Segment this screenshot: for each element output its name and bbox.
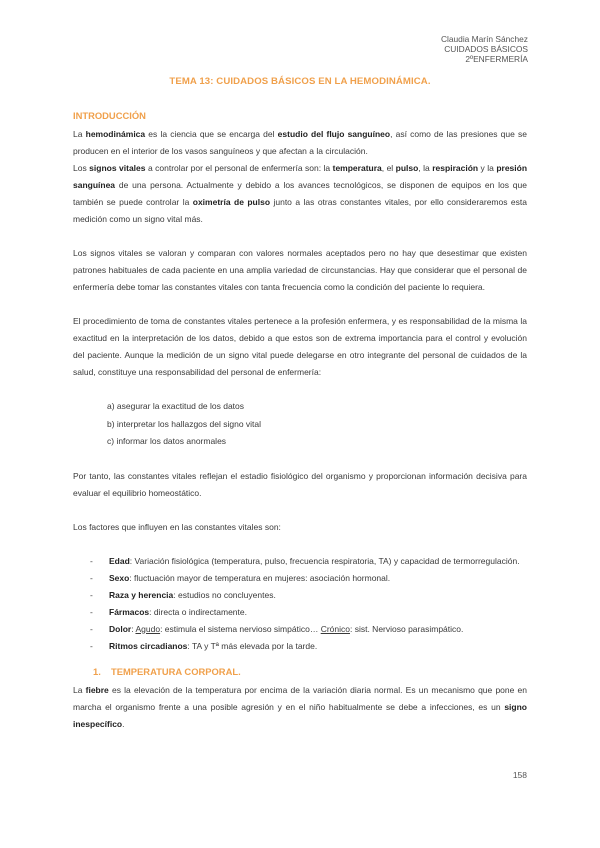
spacer [73, 655, 527, 665]
factor-item-dolor [73, 621, 527, 638]
intro-paragraph-6: Los factores que influyen en las constantes vitales son: [73, 521, 281, 532]
text-run: : [131, 623, 136, 634]
text-run: : directa o indirectamente. [149, 606, 247, 617]
intro-paragraph-5: Por tanto, las constantes vitales reflejan el estadio fisiológico del organismo y proporcionan información decisiva para evaluar el equilibrio homeostático. [73, 470, 527, 498]
header-author: Claudia Marín Sánchez [440, 34, 528, 44]
page-header [441, 34, 528, 65]
dash-bullet: - [90, 640, 93, 651]
intro-paragraph-4: El procedimiento de toma de constantes vitales pertenece a la profesión enfermera, y es responsabilidad de la misma la exactitud en la interpretación de los datos, debido a que estos son de extrema importancia para el control y evolución del paciente. Aunque la medición de un signo vital puede delegarse en otro integrante del personal de cuidados de la salud, constituye una responsabilidad del personal de enfermería: [73, 316, 527, 377]
dash-bullet: - [90, 589, 93, 600]
section-number: 1. [93, 665, 101, 677]
intro-paragraph-2 [73, 160, 527, 228]
page-number: 158 [512, 770, 527, 780]
document-title: TEMA 13: CUIDADOS BÁSICOS EN LA HEMODINÁMICA. [169, 76, 431, 87]
text-run: de una persona. Actualmente y debido a los avances tecnológicos, se disponen de equipos en los que también se puede controlar la [73, 180, 527, 207]
dash-bullet: - [90, 623, 93, 634]
spacer [73, 296, 527, 313]
main-content [73, 110, 527, 733]
dash-bullet: - [90, 572, 93, 583]
list-item: b) interpretar los hallazgos del signo vital [107, 418, 262, 429]
bold-term: Fármacos [109, 606, 150, 617]
spacer [73, 451, 527, 468]
text-run: : estimula el sistema nervioso simpático… [160, 623, 321, 634]
text-run: : sist. Nervioso parasimpático. [349, 623, 464, 634]
bold-term: estudio del flujo sanguíneo [277, 129, 391, 139]
underlined-term: Agudo [135, 623, 161, 634]
text-run: . [122, 718, 125, 729]
header-course: CUIDADOS BÁSICOS [444, 44, 528, 55]
bold-term: fiebre [85, 684, 109, 695]
bold-term: Dolor [109, 623, 132, 634]
factor-item-ritmos [73, 638, 527, 655]
dash-bullet: - [90, 555, 93, 566]
text-run: : estudios no concluyentes. [173, 589, 276, 600]
bold-term: temperatura [332, 163, 382, 173]
factor-item-sexo [73, 570, 527, 587]
text-run: La [73, 684, 86, 695]
text-run: es la ciencia que se encarga del [145, 129, 278, 139]
text-run: es la elevación de la temperatura por encima de la variación diaria normal. Es un mecanismo que pone en marcha el organismo frente a una posible agresión y en el niño habitualmente se debe a infecciones, es un [73, 684, 527, 712]
text-run: , el [381, 163, 396, 173]
header-group: 2ºENFERMERÍA [465, 54, 528, 65]
bold-term: signo inespecífico [73, 701, 527, 729]
bold-term: Sexo [109, 572, 130, 583]
text-run: y la [478, 163, 497, 173]
spacer [73, 536, 527, 553]
factor-item-farmacos [73, 604, 527, 621]
bold-term: oximetría de pulso [192, 197, 271, 207]
text-run: : fluctuación mayor de temperatura en mujeres: asociación hormonal. [129, 572, 391, 583]
factor-item-raza [73, 587, 527, 604]
section-title: TEMPERATURA CORPORAL. [111, 665, 241, 677]
bold-term: Ritmos circadianos [109, 640, 188, 651]
spacer [73, 381, 527, 398]
spacer [73, 228, 527, 245]
section-1-paragraph [73, 682, 527, 733]
text-run: , la [418, 163, 433, 173]
bold-term: hemodinámica [85, 129, 146, 139]
list-item: c) informar los datos anormales [107, 436, 227, 446]
text-run: : TA y Tª más elevada por la tarde. [187, 640, 318, 651]
list-item: a) asegurar la exactitud de los datos [107, 401, 245, 411]
responsibility-list [107, 398, 527, 451]
text-run: : Variación fisiológica (temperatura, pulso, frecuencia respiratoria, TA) y capacidad de termorregulación. [129, 555, 520, 566]
spacer [73, 502, 527, 519]
section-1-heading [73, 665, 527, 679]
bold-term: respiración [432, 163, 479, 173]
dash-bullet: - [90, 606, 93, 617]
intro-heading: INTRODUCCIÓN [73, 110, 146, 121]
text-run: , así como de las presiones que se producen en el interior de los vasos sanguíneos y que afectan a la circulación. [73, 129, 528, 156]
intro-paragraph-3: Los signos vitales se valoran y comparan con valores normales aceptados pero no hay que desestimar que existen patrones habituales de cada paciente en una amplia variedad de circunstancias. Hay que considerar que el personal de enfermería debe tomar las constantes vitales con tanta frecuencia como la condición del paciente lo requiera. [73, 248, 527, 292]
text-run: junto a las otras constantes vitales, por ello consideraremos esta medición como un signo vital más. [73, 197, 527, 224]
intro-paragraph-1 [73, 126, 527, 160]
factor-item-edad [73, 553, 527, 570]
bold-term: signos vitales [89, 163, 146, 173]
text-run: a controlar por el personal de enfermería son: la [145, 163, 333, 173]
underlined-term: Crónico [320, 623, 350, 634]
bold-term: presión sanguínea [73, 163, 528, 190]
bold-term: pulso [395, 163, 419, 173]
bold-term: Raza y herencia [109, 589, 174, 600]
bold-term: Edad [109, 555, 130, 566]
text-run: La [73, 129, 86, 139]
text-run: Los [73, 163, 90, 173]
factors-list [73, 553, 527, 655]
